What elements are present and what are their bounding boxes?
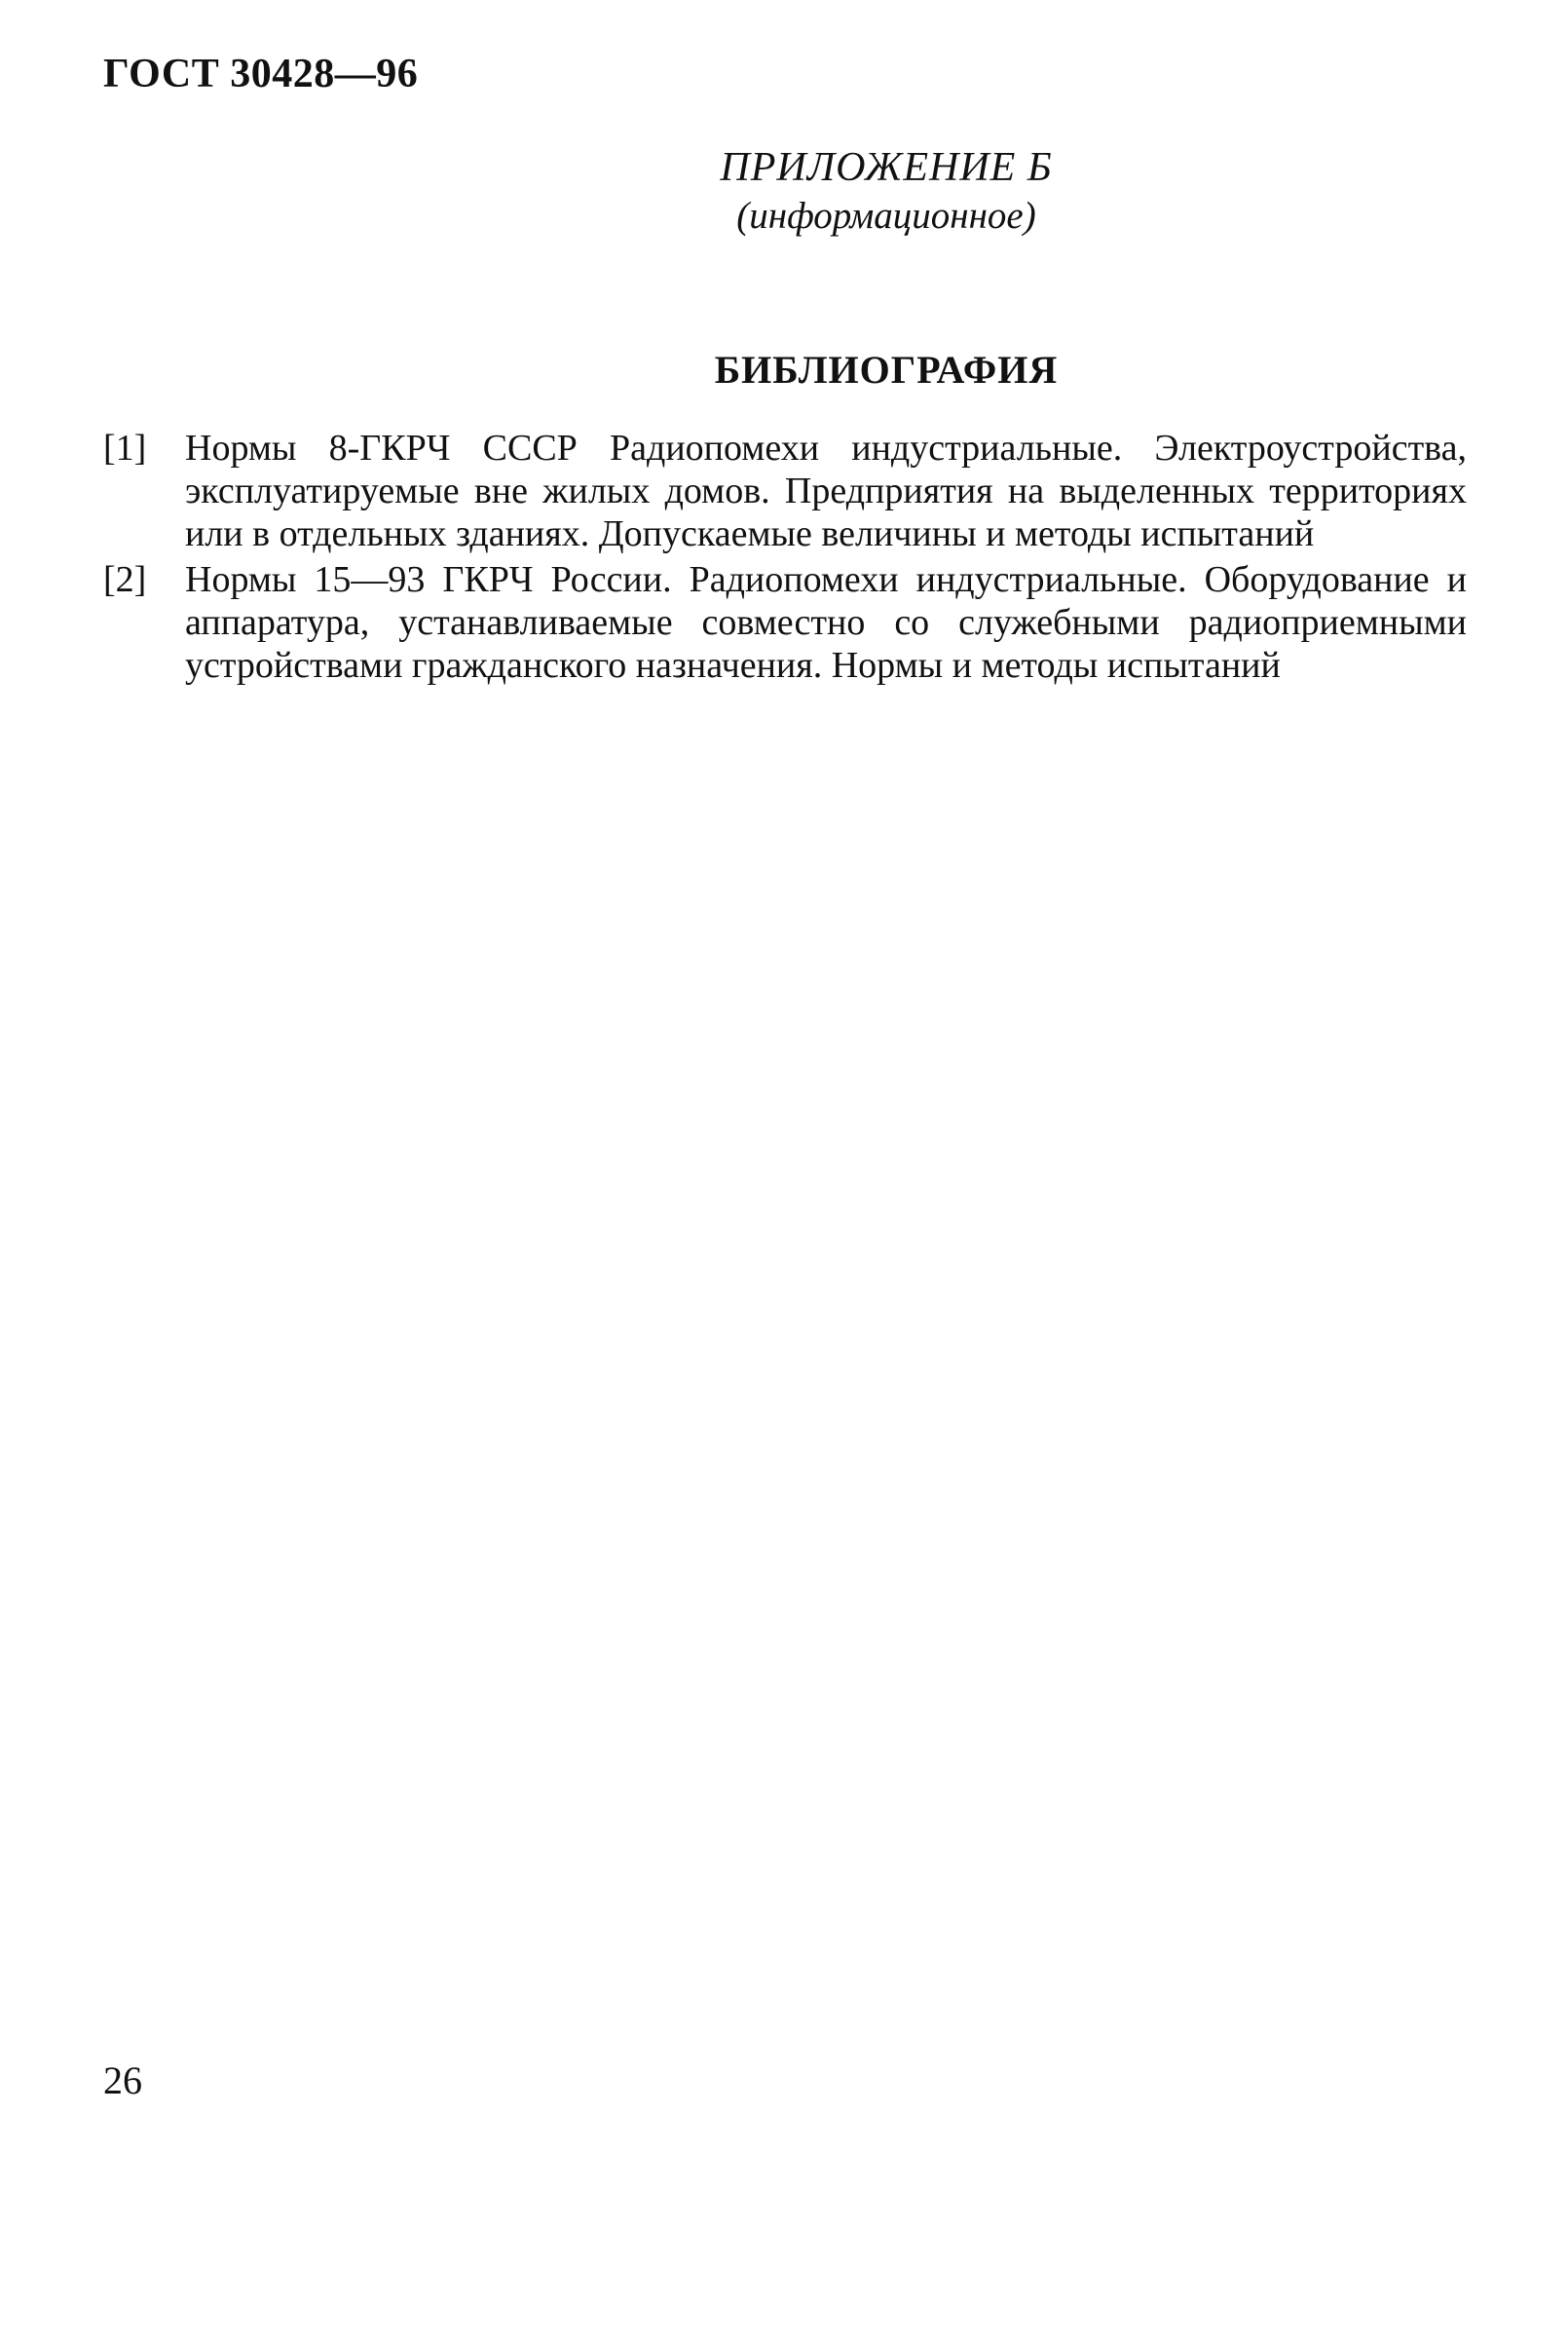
bibliography-entry (103, 427, 1467, 555)
bibliography-heading: БИБЛИОГРАФИЯ (714, 348, 1059, 392)
appendix-title: ПРИЛОЖЕНИЕ Б (720, 145, 1053, 190)
reference-text: Нормы 8-ГКРЧ СССР Радиопомехи индустриальные. Электроустройства, эксплуатируемые вне жилых домов. Предприятия на выделенных территориях или в отдельных зданиях. Допускаемые величины и методы испытаний (185, 428, 1467, 554)
reference-text: Нормы 15—93 ГКРЧ России. Радиопомехи индустриальные. Оборудование и аппаратура, устанавливаемые совместно со служебными радиоприемными устройствами гражданского назначения. Нормы и методы испытаний (185, 559, 1467, 686)
document-code: ГОСТ 30428—96 (103, 52, 419, 96)
bibliography-list (103, 427, 1467, 687)
reference-number: [2] (103, 559, 147, 600)
bibliography-entry (103, 558, 1467, 687)
appendix-note: (информационное) (736, 195, 1036, 237)
page-number: 26 (103, 2058, 142, 2102)
reference-number: [1] (103, 428, 147, 469)
